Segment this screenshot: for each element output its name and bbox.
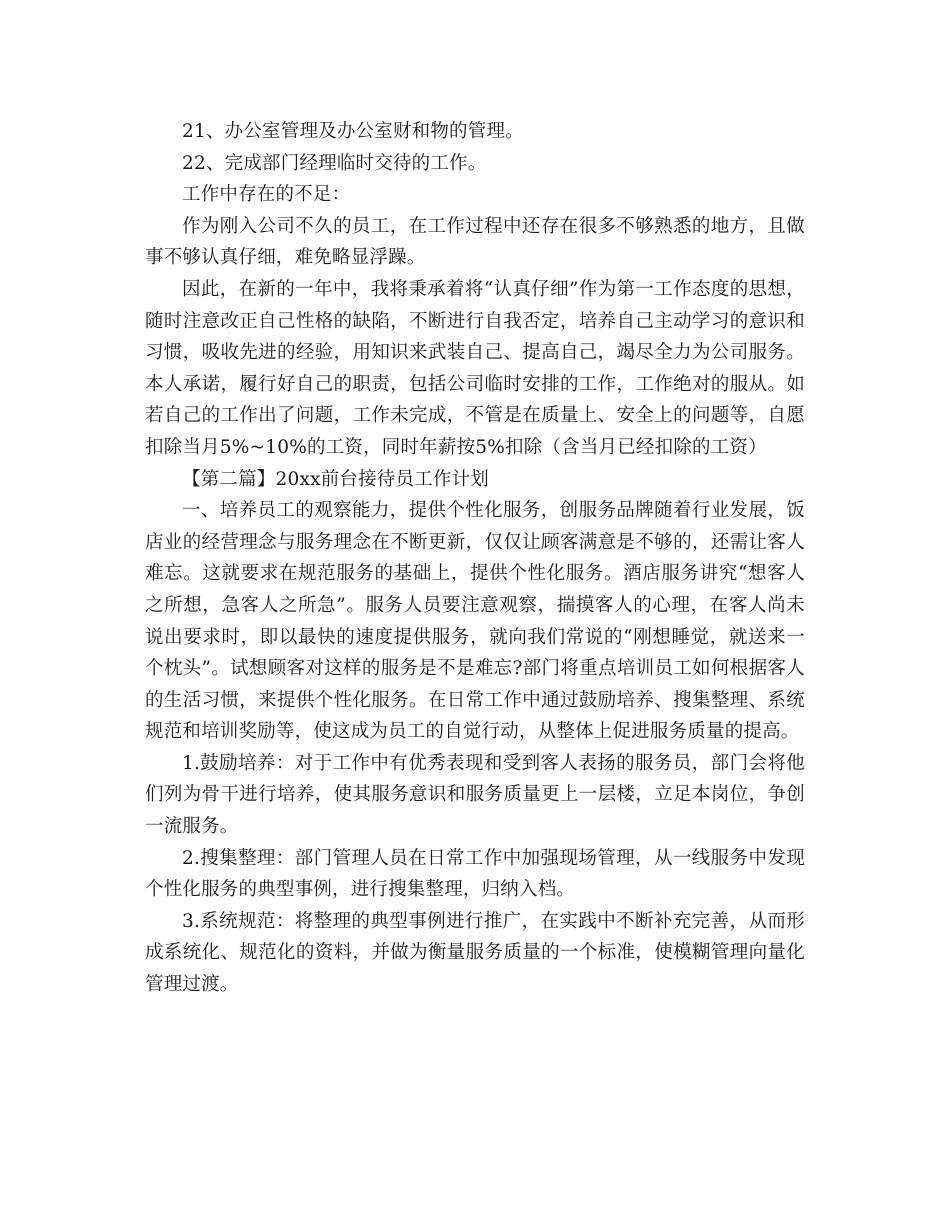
article-title-second: 【第二篇】20xx前台接待员工作计划: [182, 468, 490, 490]
paragraph-commitment: 因此，在新的一年中，我将秉承着将“认真仔细”作为第一工作态度的思想，随时注意改正自己性格的缺陷，不断进行自我否定，培养自己主动学习的意识和习惯，吸收先进的经验，用知识来武装自己、提高自己，竭尽全力为公司服务。本人承诺，履行好自己的职责，包括公司临时安排的工作，工作绝对的服从。如若自己的工作出了问题，工作未完成，不管是在质量上、安全上的问题等，自愿扣除当月5%~10%的工资，同时年薪按5%扣除（含当月已经扣除的工资）: [145, 278, 805, 458]
paragraph-point-2: 2.搜集整理：部门管理人员在日常工作中加强现场管理，从一线服务中发现个性化服务的典型事例，进行搜集整理，归纳入档。: [145, 847, 805, 901]
document-body: [145, 116, 805, 1001]
paragraph-personalized-service: 一、培养员工的观察能力，提供个性化服务，创服务品牌随着行业发展，饭店业的经营理念与服务理念在不断更新，仅仅让顾客满意是不够的，还需让客人难忘。这就要求在规范服务的基础上，提供个性化服务。酒店服务讲究“想客人之所想，急客人之所急”。服务人员要注意观察，揣摸客人的心理，在客人尚未说出要求时，即以最快的速度提供服务，就向我们常说的“刚想睡觉，就送来一个枕头”。试想顾客对这样的服务是不是难忘?部门将重点培训员工如何根据客人的生活习惯，来提供个性化服务。在日常工作中通过鼓励培养、搜集整理、系统规范和培训奖励等，使这成为员工的自觉行动，从整体上促进服务质量的提高。: [145, 500, 805, 743]
paragraph-shortcomings: 作为刚入公司不久的员工，在工作过程中还存在很多不够熟悉的地方，且做事不够认真仔细，难免略显浮躁。: [145, 215, 805, 269]
paragraph-point-3: 3.系统规范：将整理的典型事例进行推广，在实践中不断补充完善，从而形成系统化、规范化的资料，并做为衡量服务质量的一个标准，使模糊管理向量化管理过渡。: [145, 910, 805, 996]
paragraph-item-22: 22、完成部门经理临时交待的工作。: [182, 152, 487, 174]
section-heading-shortcomings: 工作中存在的不足：: [182, 184, 351, 206]
paragraph-item-21: 21、办公室管理及办公室财和物的管理。: [182, 121, 524, 142]
paragraph-point-1: 1.鼓励培养：对于工作中有优秀表现和受到客人表扬的服务员，部门会将他们列为骨干进行培养，使其服务意识和服务质量更上一层楼，立足本岗位，争创一流服务。: [145, 752, 805, 838]
